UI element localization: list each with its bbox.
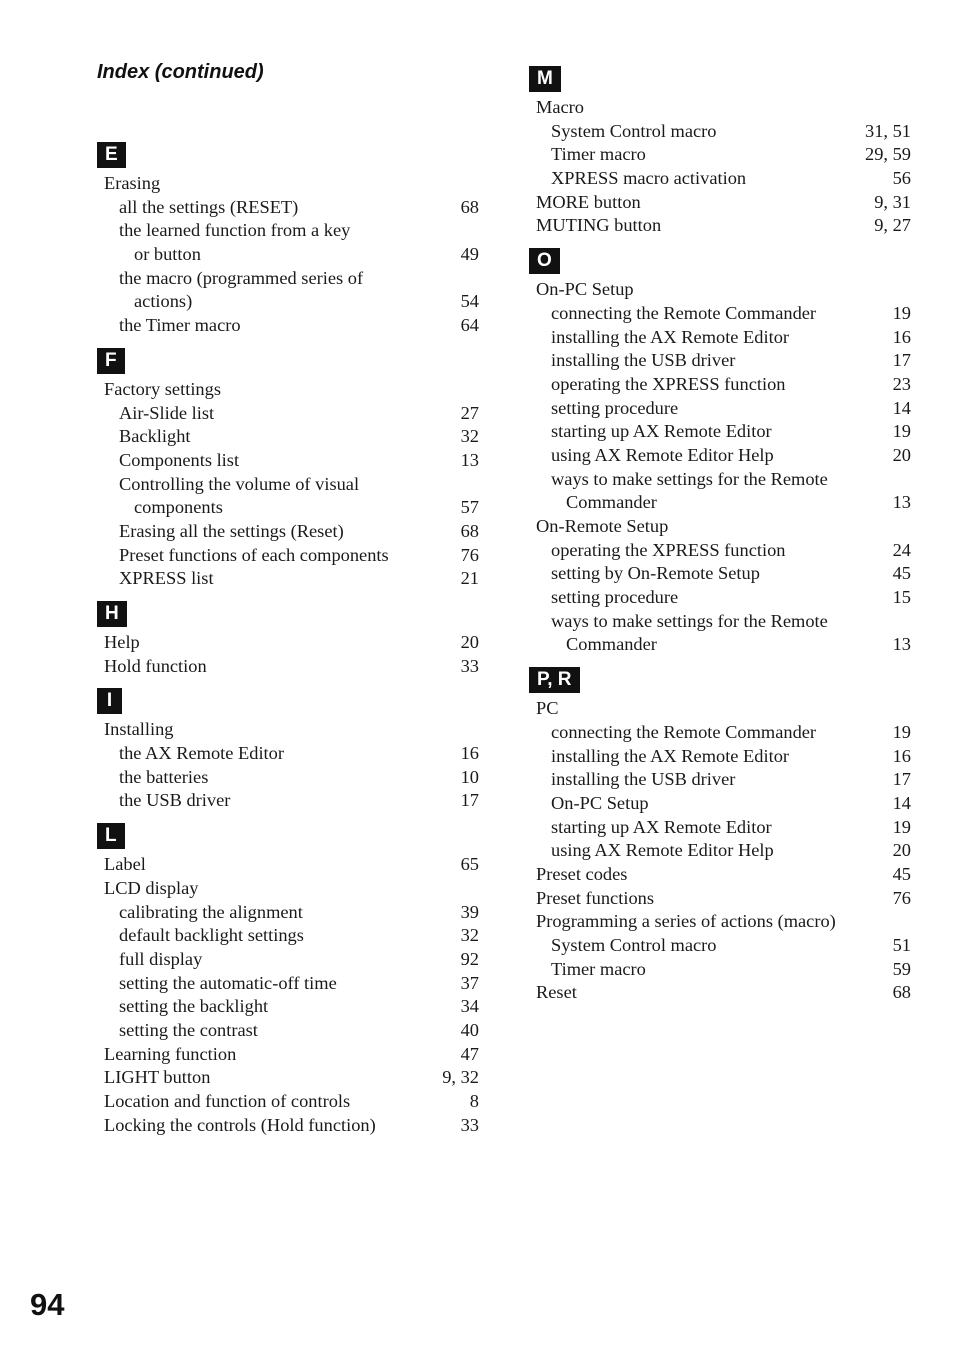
index-entry [97, 655, 479, 679]
entry-label: Timer macro [551, 958, 646, 979]
entry-label: using AX Remote Editor Help [551, 840, 774, 861]
index-entry [97, 196, 479, 220]
index-entry [529, 839, 911, 863]
entry-label: Erasing [104, 173, 161, 193]
index-entry [529, 562, 911, 586]
index-entry [97, 631, 479, 655]
entry-label: Controlling the volume of visual [119, 473, 360, 494]
entry-label: the macro (programmed series of [119, 267, 364, 288]
index-entry [529, 214, 911, 238]
index-entry [529, 143, 911, 167]
index-entry [529, 697, 911, 721]
entry-page-numbers: 47 [460, 1043, 479, 1064]
index-entry [529, 887, 911, 911]
entry-label: Commander [566, 492, 657, 513]
entry-label: Location and function of controls [104, 1091, 351, 1111]
entry-page-numbers: 68 [460, 520, 479, 541]
entry-label: the USB driver [119, 790, 231, 811]
entry-label: installing the USB driver [551, 350, 736, 371]
entry-page-numbers: 14 [892, 792, 911, 813]
index-entry [529, 958, 911, 982]
entry-label: the learned function from a key [119, 220, 351, 241]
entry-label: calibrating the alignment [119, 901, 303, 922]
entry-page-numbers: 9, 27 [874, 215, 911, 236]
index-entry [529, 721, 911, 745]
index-entry [97, 425, 479, 449]
entry-label: Label [104, 854, 146, 875]
index-section [529, 248, 911, 657]
entry-page-numbers: 17 [892, 769, 911, 790]
index-entry [529, 302, 911, 326]
page-number: 94 [30, 1287, 65, 1322]
entry-label: Air-Slide list [119, 402, 215, 423]
entry-page-numbers: 33 [460, 655, 479, 676]
index-entry [97, 219, 479, 243]
entry-page-numbers: 20 [892, 444, 911, 465]
index-entry [529, 397, 911, 421]
entry-page-numbers: 56 [892, 168, 911, 189]
index-entry [97, 718, 479, 742]
entry-label: installing the USB driver [551, 769, 736, 790]
section-letter-badge: M [529, 66, 561, 92]
entry-page-numbers: 27 [460, 402, 479, 423]
entry-page-numbers: 14 [892, 397, 911, 418]
index-entry [529, 420, 911, 444]
index-entry [97, 544, 479, 568]
entry-label: or button [134, 244, 201, 265]
index-entry [529, 863, 911, 887]
entry-label: LCD display [104, 877, 199, 898]
entry-label: Macro [536, 97, 584, 117]
entry-label: connecting the Remote Commander [551, 721, 817, 742]
entry-label: Commander [566, 634, 657, 655]
section-letter-badge: E [97, 142, 126, 168]
entry-page-numbers: 8 [469, 1091, 479, 1111]
index-entry [529, 515, 911, 539]
entry-page-numbers: 51 [892, 935, 911, 955]
entry-page-numbers: 19 [892, 721, 911, 742]
index-entry [529, 981, 911, 1005]
index-section [529, 667, 911, 1005]
entry-page-numbers: 13 [892, 492, 911, 513]
entry-label: default backlight settings [119, 925, 304, 946]
index-entry [529, 610, 911, 634]
entry-page-numbers: 33 [460, 1114, 479, 1135]
index-entry [97, 290, 479, 314]
entry-page-numbers: 29, 59 [865, 144, 911, 165]
entry-page-numbers: 10 [460, 766, 479, 787]
index-entry [529, 278, 911, 302]
index-entry [97, 520, 479, 544]
entry-page-numbers: 68 [460, 196, 479, 217]
entry-label: Preset functions of each components [119, 544, 389, 565]
entry-label: Preset functions [536, 887, 654, 908]
index-entry [529, 444, 911, 468]
entry-page-numbers: 57 [460, 497, 479, 518]
entry-page-numbers: 32 [460, 925, 479, 946]
index-entry [97, 924, 479, 948]
section-letter-badge: P, R [529, 667, 580, 693]
entry-label: On-PC Setup [536, 279, 634, 300]
entry-page-numbers: 68 [892, 982, 911, 1003]
index-entry [97, 172, 479, 196]
entry-page-numbers: 59 [892, 958, 911, 979]
index-section [97, 823, 479, 1137]
entry-label: connecting the Remote Commander [551, 302, 817, 323]
entry-label: components [134, 497, 223, 518]
entry-label: Backlight [119, 426, 191, 447]
index-entry [529, 745, 911, 769]
entry-label: the batteries [119, 766, 209, 787]
entry-page-numbers: 16 [892, 326, 911, 347]
entry-page-numbers: 65 [460, 854, 479, 875]
index-entry [97, 567, 479, 591]
entry-label: Reset [536, 982, 577, 1003]
index-entry [97, 1066, 479, 1090]
index-entry [97, 972, 479, 996]
index-entry [529, 326, 911, 350]
entry-label: all the settings (RESET) [119, 196, 299, 217]
entry-label: installing the AX Remote Editor [551, 745, 790, 766]
index-entry [97, 1019, 479, 1043]
index-entry [97, 267, 479, 291]
section-letter-badge: F [97, 348, 125, 374]
entry-page-numbers: 21 [460, 568, 479, 589]
index-entry [529, 120, 911, 144]
entry-label: using AX Remote Editor Help [551, 444, 774, 465]
entry-label: setting procedure [551, 397, 679, 418]
index-entry [529, 910, 911, 934]
index-section [97, 142, 479, 338]
entry-label: ways to make settings for the Remote [551, 468, 828, 489]
index-entry [529, 96, 911, 120]
entry-label: ways to make settings for the Remote [551, 610, 828, 631]
entry-label: operating the XPRESS function [551, 539, 786, 560]
entry-label: setting the backlight [119, 996, 269, 1017]
index-entry [97, 766, 479, 790]
entry-label: actions) [134, 291, 193, 312]
index-entry [97, 789, 479, 813]
entry-page-numbers: 9, 32 [442, 1067, 479, 1088]
index-entry [97, 1043, 479, 1067]
entry-page-numbers: 39 [460, 901, 479, 922]
index-entry [97, 877, 479, 901]
index-section [97, 688, 479, 813]
entry-label: XPRESS list [119, 568, 214, 589]
entry-page-numbers: 23 [892, 373, 911, 394]
entry-label: LIGHT button [104, 1067, 211, 1088]
entry-page-numbers: 32 [460, 426, 479, 447]
index-entry [97, 853, 479, 877]
entry-label: Preset codes [536, 863, 628, 884]
index-entry [529, 491, 911, 515]
entry-page-numbers: 54 [460, 291, 479, 312]
entry-label: Timer macro [551, 144, 646, 165]
index-entry [97, 314, 479, 338]
index-entry [97, 1114, 479, 1138]
index-column-right [529, 66, 911, 1015]
entry-page-numbers: 20 [460, 632, 479, 652]
entry-page-numbers: 13 [892, 634, 911, 655]
index-entry [529, 167, 911, 191]
entry-label: starting up AX Remote Editor [551, 421, 772, 442]
index-entry [529, 792, 911, 816]
entry-label: Factory settings [104, 378, 221, 399]
index-entry [97, 243, 479, 267]
entry-label: Erasing all the settings (Reset) [119, 520, 344, 541]
entry-label: On-Remote Setup [536, 516, 669, 536]
entry-label: setting the contrast [119, 1019, 258, 1040]
entry-label: On-PC Setup [551, 792, 649, 813]
index-section [529, 66, 911, 238]
entry-page-numbers: 45 [892, 563, 911, 584]
entry-page-numbers: 92 [460, 948, 479, 969]
index-entry [97, 742, 479, 766]
index-entry [97, 449, 479, 473]
index-entry [529, 373, 911, 397]
entry-label: installing the AX Remote Editor [551, 326, 790, 347]
section-letter-badge: I [97, 688, 122, 714]
entry-page-numbers: 19 [892, 421, 911, 442]
entry-label: Hold function [104, 655, 207, 676]
index-entry [97, 948, 479, 972]
entry-page-numbers: 24 [892, 539, 911, 560]
section-letter-badge: O [529, 248, 560, 274]
entry-page-numbers: 17 [460, 790, 479, 811]
entry-page-numbers: 40 [460, 1019, 479, 1040]
index-entry [97, 473, 479, 497]
index-entry [529, 934, 911, 958]
entry-label: MUTING button [536, 215, 662, 236]
entry-label: Locking the controls (Hold function) [104, 1114, 376, 1135]
index-entry [529, 349, 911, 373]
section-letter-badge: L [97, 823, 125, 849]
entry-label: Components list [119, 449, 240, 470]
entry-label: System Control macro [551, 120, 717, 141]
entry-page-numbers: 76 [460, 544, 479, 565]
entry-page-numbers: 16 [460, 743, 479, 764]
entry-page-numbers: 17 [892, 350, 911, 371]
index-entry [529, 468, 911, 492]
entry-label: Installing [104, 719, 174, 740]
entry-page-numbers: 37 [460, 972, 479, 993]
entry-label: operating the XPRESS function [551, 373, 786, 394]
index-entry [97, 1090, 479, 1114]
entry-label: System Control macro [551, 935, 717, 955]
entry-page-numbers: 19 [892, 302, 911, 323]
entry-label: setting procedure [551, 587, 679, 608]
index-column-left [97, 142, 479, 1147]
index-entry [97, 496, 479, 520]
entry-page-numbers: 13 [460, 449, 479, 470]
entry-label: XPRESS macro activation [551, 168, 747, 189]
entry-page-numbers: 20 [892, 840, 911, 861]
entry-page-numbers: 64 [460, 315, 479, 336]
index-entry [97, 901, 479, 925]
entry-label: PC [536, 698, 559, 719]
entry-page-numbers: 15 [892, 587, 911, 608]
page-title: Index (continued) [97, 61, 264, 83]
entry-label: setting by On-Remote Setup [551, 563, 760, 584]
entry-page-numbers: 34 [460, 996, 479, 1017]
index-section [97, 348, 479, 591]
index-entry [529, 816, 911, 840]
index-entry [97, 995, 479, 1019]
index-entry [529, 539, 911, 563]
entry-label: Help [104, 632, 140, 652]
index-section [97, 601, 479, 678]
index-entry [97, 378, 479, 402]
entry-label: MORE button [536, 191, 641, 212]
entry-page-numbers: 9, 31 [874, 191, 911, 212]
entry-label: Programming a series of actions (macro) [536, 911, 836, 932]
index-entry [529, 191, 911, 215]
entry-label: Learning function [104, 1043, 237, 1064]
entry-page-numbers: 45 [892, 863, 911, 884]
entry-label: full display [119, 948, 203, 969]
entry-label: the AX Remote Editor [119, 743, 284, 764]
index-entry [529, 768, 911, 792]
entry-page-numbers: 49 [460, 244, 479, 265]
section-letter-badge: H [97, 601, 127, 627]
index-entry [97, 402, 479, 426]
entry-label: starting up AX Remote Editor [551, 816, 772, 837]
entry-page-numbers: 76 [892, 887, 911, 908]
entry-page-numbers: 31, 51 [865, 120, 911, 141]
entry-page-numbers: 16 [892, 745, 911, 766]
index-entry [529, 633, 911, 657]
entry-label: setting the automatic-off time [119, 972, 337, 993]
index-entry [529, 586, 911, 610]
entry-page-numbers: 19 [892, 816, 911, 837]
entry-label: the Timer macro [119, 315, 241, 336]
